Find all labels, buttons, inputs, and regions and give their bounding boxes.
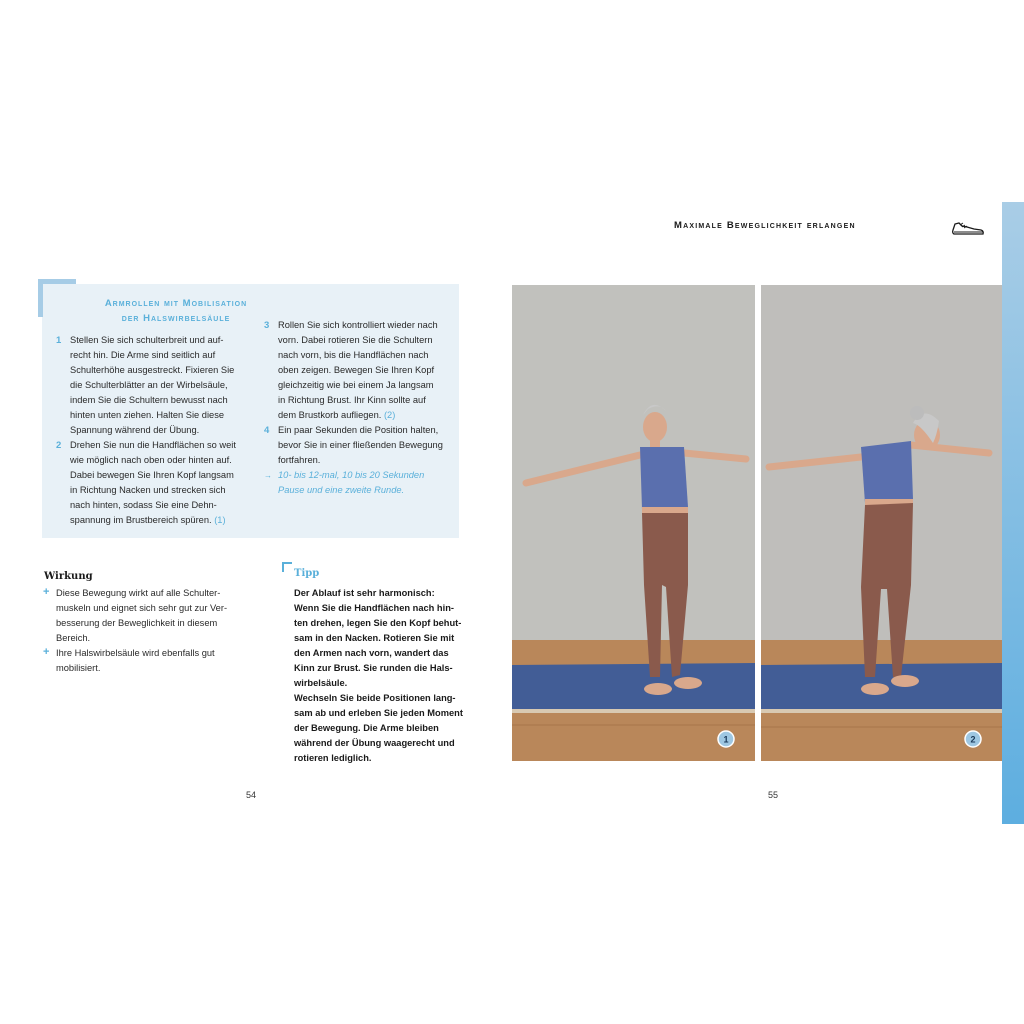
tip-line: sam in den Nacken. Rotieren Sie mit — [294, 633, 455, 643]
running-header: Maximale Beweglichkeit erlangen — [674, 220, 856, 231]
plus-icon: + — [43, 586, 50, 598]
exercise-title — [42, 296, 310, 326]
step-line: fortfahren. — [278, 455, 321, 465]
arrow-icon: → — [264, 471, 272, 480]
tip-line: ten drehen, legen Sie den Kopf behut- — [294, 618, 462, 628]
step-line: Schulterhöhe ausgestreckt. Fixieren Sie — [70, 365, 235, 375]
photo-badge-label: 1 — [723, 734, 729, 745]
tip-line: der Bewegung. Die Arme bleiben — [294, 723, 439, 733]
effect-line: besserung der Beweglichkeit in diesem — [56, 618, 218, 628]
page-number-right: 55 — [768, 790, 779, 800]
effect-line: mobilisiert. — [56, 663, 101, 673]
tip-heading: Tipp — [294, 568, 320, 579]
tip-corner-accent — [282, 562, 284, 572]
step-line: Ein paar Sekunden die Position halten, — [278, 425, 439, 435]
step-line: die Schulterblätter an der Wirbelsäule, — [70, 380, 228, 390]
step-line: nach hinten, sodass Sie eine Dehn- — [70, 500, 217, 510]
step-line: Dabei bewegen Sie Ihren Kopf langsam — [70, 470, 234, 480]
step-number: 4 — [264, 425, 270, 436]
sneaker-icon — [950, 216, 986, 238]
step-line-text: dem Brustkorb aufliegen. — [278, 410, 382, 420]
effect-item — [43, 646, 256, 676]
effect-heading: Wirkung — [44, 571, 93, 582]
step-line: in Richtung Nacken und strecken sich — [70, 485, 226, 495]
tip-line: den Armen nach vorn, wandert das — [294, 648, 449, 658]
tip-line: sam ab und erleben Sie jeden Moment — [294, 708, 463, 718]
effect-line: muskeln und eignet sich sehr gut zur Ver- — [56, 603, 228, 613]
step-number: 1 — [56, 335, 62, 346]
photo-reference: (2) — [383, 410, 396, 420]
tip-line: rotieren lediglich. — [294, 753, 372, 763]
tip-line: Kinn zur Brust. Sie runden die Hals- — [294, 663, 453, 673]
step-number: 2 — [56, 440, 62, 451]
exercise-step — [56, 333, 250, 438]
effect-item — [43, 586, 256, 646]
step-line: vorn. Dabei rotieren Sie die Schultern — [278, 335, 433, 345]
effect-line: Ihre Halswirbelsäule wird ebenfalls gut — [56, 648, 215, 658]
photo-reference: (1) — [214, 515, 226, 525]
exercise-title-line: Armrollen mit Mobilisation — [104, 298, 248, 309]
step-line — [70, 513, 255, 528]
page-number-left: 54 — [246, 790, 257, 800]
reps-line: Pause und eine zweite Runde. — [278, 485, 405, 495]
effect-line: Bereich. — [56, 633, 91, 643]
tip-line: Der Ablauf ist sehr harmonisch: — [294, 588, 435, 598]
step-line: wie möglich nach oben oder hinten auf. — [70, 455, 232, 465]
photo-badge-label: 2 — [970, 734, 976, 745]
step-line: indem Sie die Schultern bewusst nach — [70, 395, 228, 405]
chapter-edge-tab — [1002, 202, 1024, 824]
step-line: Rollen Sie sich kontrolliert wieder nach — [278, 320, 438, 330]
step-line: Stellen Sie sich schulterbreit und auf- — [70, 335, 224, 345]
step-line: oben zeigen. Bewegen Sie Ihren Kopf — [278, 365, 435, 375]
step-number: 3 — [264, 320, 270, 331]
exercise-photo-2 — [761, 285, 1002, 761]
step-line: hinten unten ziehen. Halten Sie diese — [70, 410, 225, 420]
repetitions-note — [264, 468, 463, 498]
box-corner-accent — [38, 279, 76, 284]
step-line: gleichzeitig wie bei einem Ja langsam — [278, 380, 434, 390]
exercise-title-line: der Halswirbelsäule — [121, 313, 231, 324]
tip-line: wirbelsäule. — [294, 678, 348, 688]
reps-line: 10- bis 12-mal, 10 bis 20 Sekunden — [278, 470, 425, 480]
exercise-photo-1 — [512, 285, 755, 761]
step-line — [278, 408, 463, 423]
exercise-step — [56, 438, 255, 528]
exercise-step — [264, 318, 463, 423]
step-line: recht hin. Die Arme sind seitlich auf — [70, 350, 216, 360]
plus-icon: + — [43, 646, 50, 658]
step-line: Spannung während der Übung. — [70, 425, 200, 435]
tip-line: Wechseln Sie beide Positionen lang- — [294, 693, 456, 703]
tip-text — [294, 586, 464, 766]
step-line: nach vorn, bis die Handflächen nach — [278, 350, 429, 360]
step-line: in Richtung Brust. Ihr Kinn sollte auf — [278, 395, 426, 405]
tip-line: Wenn Sie die Handflächen nach hin- — [294, 603, 454, 613]
step-line-text: spannung im Brustbereich spüren. — [70, 515, 212, 525]
step-line: bevor Sie in einer fließenden Bewegung — [278, 440, 443, 450]
effect-line: Diese Bewegung wirkt auf alle Schulter- — [56, 588, 221, 598]
tip-line: während der Übung waagerecht und — [294, 738, 455, 748]
step-line: Drehen Sie nun die Handflächen so weit — [70, 440, 236, 450]
exercise-step — [264, 423, 463, 468]
